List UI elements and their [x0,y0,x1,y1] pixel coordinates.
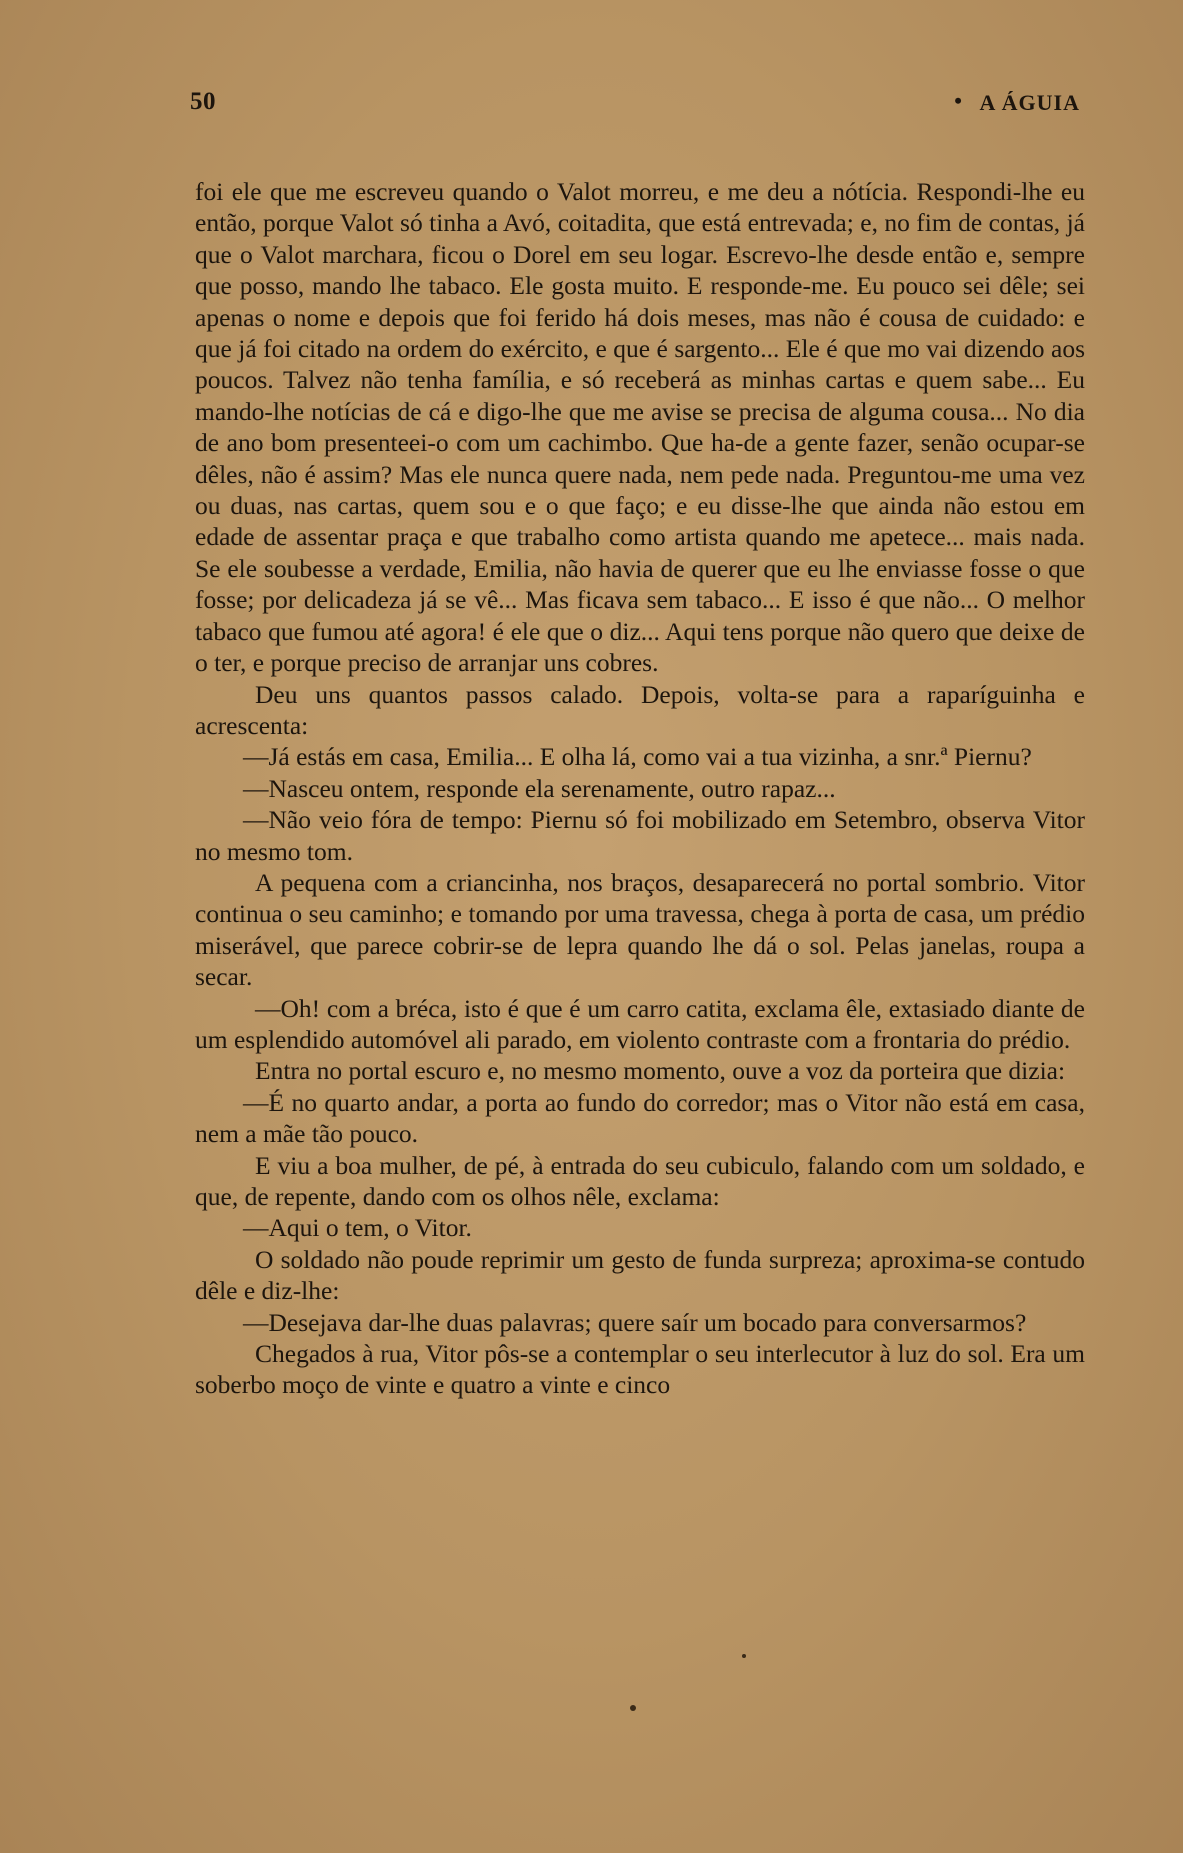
paragraph: Chegados à rua, Vitor pôs-se a contemplar o seu interlecutor à luz do sol. Era um soberbo moço de vinte e quatro a vinte e cinco [195,1339,1085,1400]
dialogue-line: —É no quarto andar, a porta ao fundo do corredor; mas o Vitor não está em casa, nem a mãe tão pouco. [195,1087,1085,1149]
dialogue-line: —Desejava dar-lhe duas palavras; quere saír um bocado para conversarmos? [243,1307,1027,1337]
paragraph: Deu uns quantos passos calado. Depois, volta-se para a raparíguinha e acrescenta: [195,679,1085,740]
ink-speck [630,1705,636,1711]
dialogue-line: —Oh! com a bréca, isto é que é um carro catita, exclama êle, extasiado diante de um esplendido automóvel ali parado, em violento contraste com a frontaria do prédio. [195,993,1085,1054]
dialogue-line: —Nasceu ontem, responde ela serenamente, outro rapaz... [243,773,836,803]
running-title: A ÁGUIA [979,90,1080,115]
paragraph: A pequena com a criancinha, nos braços, desaparecerá no portal sombrio. Vitor continua o seu caminho; e tomando por uma travessa, chega à porta de casa, um prédio miserável, que parece cobrir-se de lepra quando lhe dá o sol. Pelas janelas, roupa a secar. [195,867,1085,992]
page-header [190,88,1080,128]
dialogue-line: —Não veio fóra de tempo: Piernu só foi mobilizado em Setembro, observa Vitor no mesmo tom. [195,805,1085,866]
ink-speck [742,1654,746,1658]
paragraph: E viu a boa mulher, de pé, à entrada do seu cubiculo, falando com um soldado, e que, de repente, dando com os olhos nêle, exclama: [195,1150,1085,1211]
paragraph: Entra no portal escuro e, no mesmo momento, ouve a voz da porteira que dizia: [255,1056,1066,1086]
page-number: 50 [190,88,216,115]
ornament-dot-icon: • [954,88,962,113]
paragraph: O soldado não poude reprimir um gesto de funda surpreza; aproxima-se contudo dêle e diz-lhe: [195,1244,1085,1306]
dialogue-line: —Aqui o tem, o Vitor. [243,1213,472,1243]
body-text [195,176,1085,1401]
paragraph-continued: foi ele que me escreveu quando o Valot morreu, e me deu a nótícia. Respondi-lhe eu então, porque Valot só tinha a Avó, coitadita, que está entrevada; e, no fim de contas, já que o Valot marchara, ficou o Dorel em seu logar. Escrevo-lhe desde então e, sempre que posso, mando lhe tabaco. Ele gosta muito. E responde-me. Eu pouco sei dêle; sei apenas o nome e depois que foi ferido há dois meses, mas não é cousa de cuidado: e que já foi citado na ordem do exército, e que é sargento... Ele é que mo vai dizendo aos poucos. Talvez não tenha família, e só receberá as minhas cartas e quem sabe... Eu mando-lhe notícias de cá e digo-lhe que me avise se precisa de alguma cousa... No dia de ano bom presenteei-o com um cachimbo. Que ha-de a gente fazer, senão ocupar-se dêles, não é assim? Mas ele nunca quere nada, nem pede nada. Preguntou-me uma vez ou duas, nas cartas, quem sou e o que faço; e eu disse-lhe que ainda não estou em edade de assentar praça e que trabalho como artista quando me apetece... mais nada. Se ele soubesse a verdade, Emilia, não havia de querer que eu lhe enviasse fosse o que fosse; por delicadeza já se vê... Mas ficava sem tabaco... E isso é que não... O melhor tabaco que fumou até agora! é ele que o diz... Aqui tens porque não quero que deixe de o ter, e porque preciso de arranjar uns cobres. [195,177,1085,678]
dialogue-line: —Já estás em casa, Emilia... E olha lá, como vai a tua vizinha, a snr.ª Piernu? [243,742,1032,772]
